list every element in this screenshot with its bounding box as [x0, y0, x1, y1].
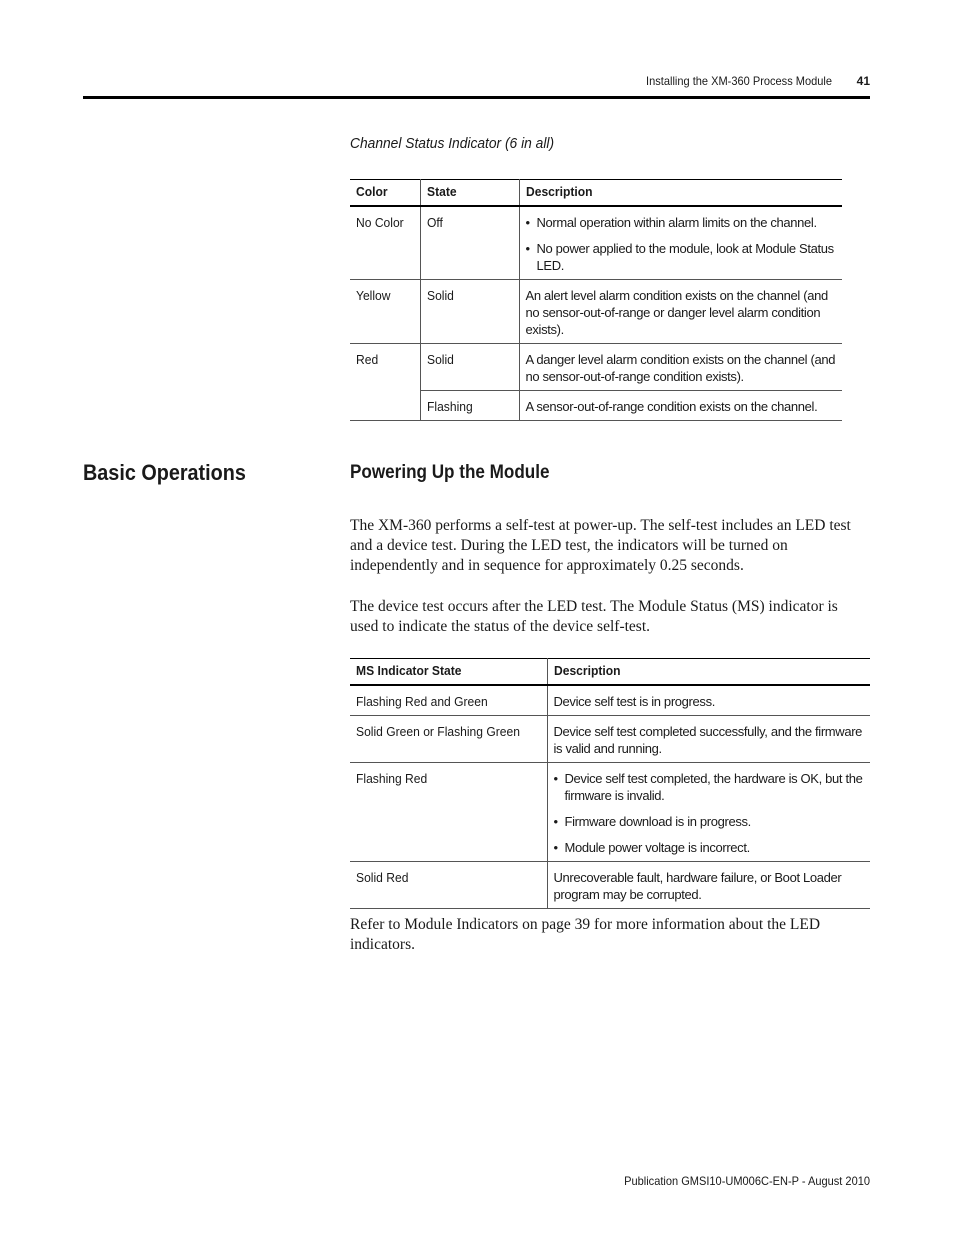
cell-color: No Color: [350, 206, 420, 280]
table-row: [350, 862, 870, 909]
publication-footer: Publication GMSI10-UM006C-EN-P - August 2010: [624, 1174, 870, 1188]
cell-state: Solid Green or Flashing Green: [350, 716, 547, 763]
list-item: • No power applied to the module, look at Module Status LED.: [526, 240, 837, 274]
cell-description: A sensor-out-of-range condition exists on the channel.: [519, 391, 842, 421]
cell-description: Device self test completed successfully, and the firmware is valid and running.: [547, 716, 870, 763]
column-header-description: Description: [547, 659, 870, 686]
cell-state: Solid: [420, 280, 519, 344]
cell-description: [547, 763, 870, 862]
ms-indicator-table: [350, 658, 870, 909]
subsection-title: Powering Up the Module: [350, 462, 550, 483]
body-paragraph: The device test occurs after the LED test. The Module Status (MS) indicator is used to indicate the status of the device self-test.: [350, 598, 838, 635]
list-item: • Firmware download is in progress.: [554, 813, 865, 830]
column-header-state: State: [420, 180, 519, 207]
cell-state: Flashing Red and Green: [350, 685, 547, 716]
column-header-description: Description: [519, 180, 842, 207]
table-row: [350, 391, 842, 421]
table-header-row: [350, 659, 870, 686]
channel-status-table: [350, 179, 842, 421]
cell-state: Solid Red: [350, 862, 547, 909]
column-header-ms-state: MS Indicator State: [350, 659, 547, 686]
cell-state: Solid: [420, 344, 519, 391]
table-row: [350, 716, 870, 763]
body-paragraph: The XM-360 performs a self-test at power-up. The self-test includes an LED test and a device test. During the LED test, the indicators will be turned on independently and in sequence for approximately 0.25 seconds.: [350, 517, 851, 574]
list-item: • Module power voltage is incorrect.: [554, 839, 865, 856]
table-row: [350, 763, 870, 862]
list-item: • Normal operation within alarm limits on the channel.: [526, 214, 837, 231]
table-header-row: [350, 180, 842, 207]
cell-description: An alert level alarm condition exists on the channel (and no sensor-out-of-range or danger level alarm condition exists).: [519, 280, 842, 344]
table-row: [350, 344, 842, 391]
section-title: Basic Operations: [83, 460, 246, 485]
list-item: • Device self test completed, the hardware is OK, but the firmware is invalid.: [554, 770, 865, 804]
table-caption: Channel Status Indicator (6 in all): [350, 135, 555, 152]
table-row: [350, 685, 870, 716]
page-number: 41: [856, 74, 870, 88]
cell-description: Unrecoverable fault, hardware failure, or Boot Loader program may be corrupted.: [547, 862, 870, 909]
cell-description: Device self test is in progress.: [547, 685, 870, 716]
cell-state: Flashing Red: [350, 763, 547, 862]
cell-color: Red: [350, 344, 420, 421]
cell-description: [519, 206, 842, 280]
running-header-title: Installing the XM-360 Process Module: [646, 74, 832, 88]
header-rule: [83, 96, 870, 99]
body-paragraph: Refer to Module Indicators on page 39 for more information about the LED indicators.: [350, 916, 821, 953]
cell-state: Off: [420, 206, 519, 280]
table-row: [350, 206, 842, 280]
column-header-color: Color: [350, 180, 420, 207]
table-row: [350, 280, 842, 344]
cell-color: Yellow: [350, 280, 420, 344]
cell-state: Flashing: [420, 391, 519, 421]
cell-description: A danger level alarm condition exists on the channel (and no sensor-out-of-range condition exists).: [519, 344, 842, 391]
